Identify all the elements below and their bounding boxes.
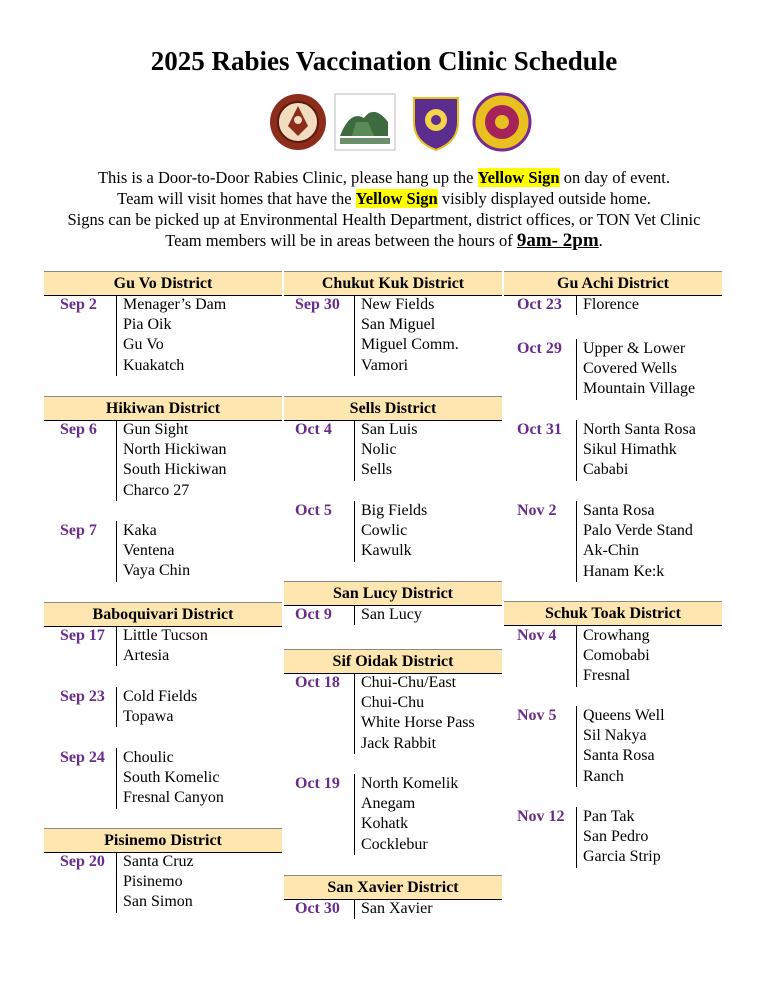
location: South Hickiwan [123,461,227,479]
logo-row [268,92,508,156]
location-list [354,420,417,481]
location: San Simon [123,893,193,911]
location: Fresnal Canyon [123,789,224,807]
location-list [354,899,433,919]
entry-date: Sep 7 [60,522,97,539]
location: Sikul Himathk [583,441,677,459]
location: Ranch [583,767,624,785]
district-header: Hikiwan District [44,396,282,421]
location: Big Fields [361,502,428,519]
location: Santa Rosa [583,747,655,765]
entry-date: Oct 4 [295,421,332,438]
notice-text: Team members will be in areas between the hours of [165,231,517,250]
location: Cold Fields [123,688,198,705]
yellow-sign-highlight: Yellow Sign [477,168,560,187]
location: Choulic [123,749,174,766]
location: Upper & Lower [583,340,686,357]
district-header: San Lucy District [284,581,502,606]
location: Jack Rabbit [361,734,437,752]
entry-date: Oct 31 [517,421,562,438]
location: Miguel Comm. [361,336,459,354]
location-list [576,501,693,582]
location-list [116,420,227,501]
location-list [116,626,208,666]
district-header: Chukut Kuk District [284,271,502,296]
location: Pia Oik [123,316,172,334]
location-list [576,706,665,787]
location: Queens Well [583,707,665,724]
location: Charco 27 [123,481,190,499]
veterinary-clinic-logo [334,92,396,152]
location-list [116,295,226,376]
location: Mountain Village [583,380,696,398]
location: Vaya Chin [123,562,191,580]
entry-date: Oct 30 [295,900,340,917]
location-list [116,687,197,727]
location: Fresnal [583,667,631,685]
clinic-hours: 9am- 2pm [516,230,599,251]
location-list [576,626,650,687]
location: Covered Wells [583,360,677,378]
entry-date: Oct 29 [517,340,562,357]
location-list [576,807,661,868]
location: Menager’s Dam [123,296,227,313]
entry-date: Oct 18 [295,674,340,691]
location: San Miguel [361,316,436,334]
location: Nolic [361,441,397,459]
location: San Lucy [361,606,422,623]
location: White Horse Pass [361,714,475,732]
location: North Santa Rosa [583,421,696,438]
entry-date: Sep 17 [60,627,105,644]
notice-text: This is a Door-to-Door Rabies Clinic, please hang up the [97,168,478,187]
location: Hanam Ke:k [583,562,665,580]
location: Anegam [361,795,416,813]
location: North Komelik [361,775,459,792]
location: Kawulk [361,542,412,560]
location: Crowhang [583,627,650,644]
entry-date: Nov 12 [517,808,565,825]
location: Little Tucson [123,627,208,644]
location: Palo Verde Stand [583,522,693,540]
location-list [116,748,224,809]
district-header: Gu Vo District [44,271,282,296]
location: New Fields [361,296,435,313]
location: North Hickiwan [123,441,227,459]
location: Kohatk [361,815,409,833]
yellow-sign-highlight: Yellow Sign [355,189,438,208]
location: Artesia [123,647,170,665]
entry-date: Sep 23 [60,688,105,705]
location-list [354,295,459,376]
notice-line-3: Signs can be picked up at Environmental Health Department, district offices, or TON Vet Clinic [67,210,701,229]
location: Chui-Chu [361,694,425,712]
notice-line-1 [0,168,768,188]
location-list [354,605,422,625]
location: Ventena [123,542,175,560]
entry-date: Nov 5 [517,707,557,724]
location: Kaka [123,522,157,539]
location: Garcia Strip [583,848,661,866]
location: Topawa [123,708,174,726]
notice-line-4 [0,230,768,252]
location: Gu Vo [123,336,164,354]
location: Ak-Chin [583,542,639,560]
entry-date: Oct 9 [295,606,332,623]
entry-date: Nov 2 [517,502,557,519]
location: Cowlic [361,522,408,540]
location: Cababi [583,461,629,479]
location: Sells [361,461,393,479]
entry-date: Sep 24 [60,749,105,766]
notice-text: Team will visit homes that have the [117,189,356,208]
notice-text: visibly displayed outside home. [437,189,651,208]
purple-shield-logo [406,92,466,152]
location: Santa Rosa [583,502,655,519]
location: Santa Cruz [123,853,194,870]
location-list [116,852,194,913]
location: Kuakatch [123,356,185,374]
location: Vamori [361,356,409,374]
location: Pan Tak [583,808,635,825]
location: Sil Nakya [583,727,647,745]
district-header: Baboquivari District [44,602,282,627]
yellow-round-seal [472,92,532,152]
district-header: San Xavier District [284,875,502,900]
district-header: Pisinemo District [44,828,282,853]
location: Gun Sight [123,421,189,438]
notice-text: . [598,231,603,250]
location: San Xavier [361,900,433,917]
location: Florence [583,296,639,313]
entry-date: Oct 19 [295,775,340,792]
location-list [354,501,427,562]
district-header: Sif Oidak District [284,649,502,674]
district-header: Schuk Toak District [504,601,722,626]
location-list [354,673,475,754]
location: Cocklebur [361,835,428,853]
district-header: Gu Achi District [504,271,722,296]
entry-date: Nov 4 [517,627,557,644]
location: Comobabi [583,647,650,665]
location-list [116,521,190,582]
notice-line-2 [0,189,768,209]
location: San Luis [361,421,418,438]
tohono-oodham-nation-seal [268,92,328,152]
location: Chui-Chu/East [361,674,457,691]
location-list [576,420,696,481]
location: San Pedro [583,828,649,846]
entry-date: Sep 20 [60,853,105,870]
location: Pisinemo [123,873,183,891]
location-list [576,339,695,400]
entry-date: Sep 30 [295,296,340,313]
entry-date: Sep 2 [60,296,97,313]
location-list [576,295,639,315]
location: South Komelic [123,769,220,787]
entry-date: Oct 5 [295,502,332,519]
district-header: Sells District [284,396,502,421]
notice-text: on day of event. [559,168,671,187]
page-title: 2025 Rabies Vaccination Clinic Schedule [150,46,618,76]
location-list [354,774,458,855]
entry-date: Oct 23 [517,296,562,313]
entry-date: Sep 6 [60,421,97,438]
